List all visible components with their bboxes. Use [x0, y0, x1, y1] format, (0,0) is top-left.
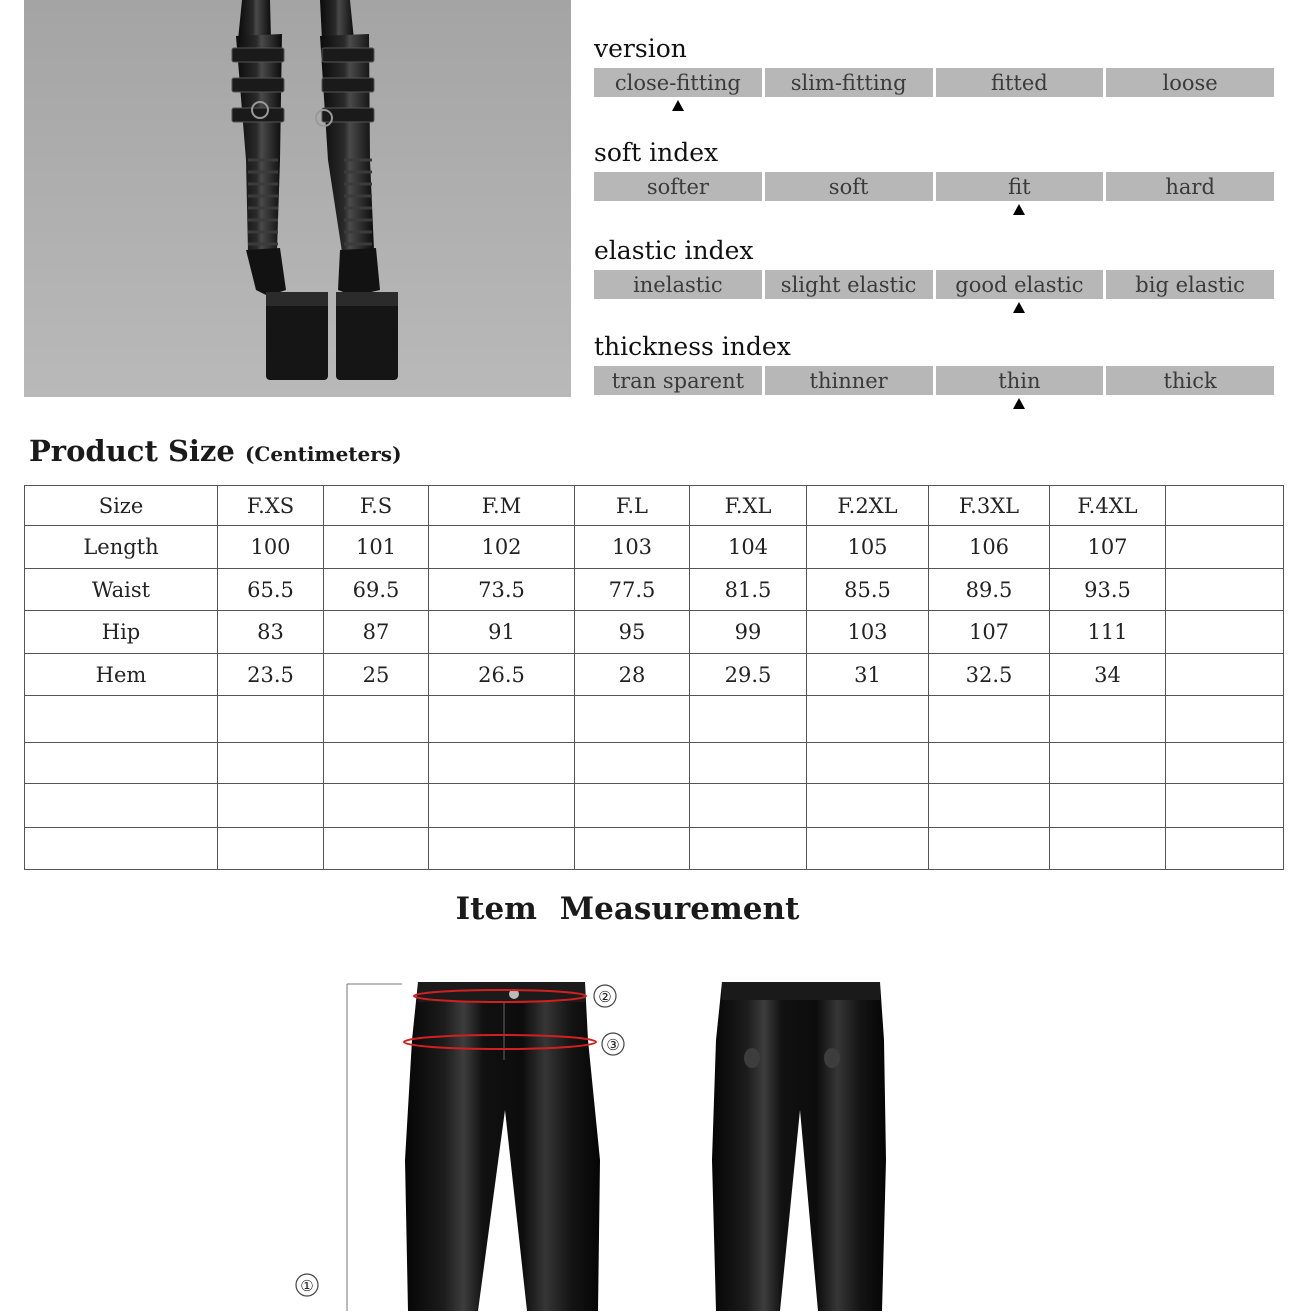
version-scale — [594, 34, 1274, 97]
table-cell: 89.5 — [929, 569, 1050, 611]
table-row-empty — [25, 696, 1284, 743]
table-cell: 87 — [324, 611, 429, 654]
soft-option: softer — [594, 172, 762, 201]
row-label: Hip — [25, 611, 218, 654]
length-guide — [347, 984, 402, 1311]
callout-1-label: ① — [300, 1277, 314, 1295]
callout-2 — [594, 985, 616, 1007]
table-cell: 83 — [218, 611, 324, 654]
table-cell — [1166, 611, 1284, 654]
table-cell: 106 — [929, 526, 1050, 569]
table-cell: 102 — [429, 526, 575, 569]
header-cell: F.4XL — [1050, 486, 1166, 526]
row-label: Hem — [25, 654, 218, 696]
header-cell: F.L — [575, 486, 690, 526]
table-row — [25, 611, 1284, 654]
soft-index-title: soft index — [594, 138, 719, 167]
callout-1 — [296, 1274, 318, 1296]
header-cell: F.XS — [218, 486, 324, 526]
elastic-index-scale — [594, 236, 1274, 299]
table-cell: 23.5 — [218, 654, 324, 696]
table-cell: 100 — [218, 526, 324, 569]
elastic-option: good elastic — [936, 270, 1104, 299]
table-header-row — [25, 486, 1284, 526]
table-row — [25, 526, 1284, 569]
header-cell: F.3XL — [929, 486, 1050, 526]
table-cell: 103 — [575, 526, 690, 569]
selected-marker-icon — [1013, 398, 1025, 409]
header-cell: Size — [25, 486, 218, 526]
table-cell: 31 — [807, 654, 929, 696]
item-measurement-title: Item Measurement — [455, 891, 800, 927]
table-cell: 29.5 — [690, 654, 807, 696]
soft-option: fit — [936, 172, 1104, 201]
table-cell: 93.5 — [1050, 569, 1166, 611]
header-cell: F.M — [429, 486, 575, 526]
table-cell: 28 — [575, 654, 690, 696]
thickness-option: thick — [1106, 366, 1274, 395]
table-cell — [1166, 654, 1284, 696]
size-table — [24, 485, 1284, 870]
table-row — [25, 654, 1284, 696]
table-cell: 32.5 — [929, 654, 1050, 696]
thickness-index-scale — [594, 332, 1274, 395]
header-cell — [1166, 486, 1284, 526]
header-cell: F.XL — [690, 486, 807, 526]
boots-illustration — [24, 0, 571, 397]
pants-diagram — [0, 960, 1311, 1311]
selected-marker-icon — [1013, 302, 1025, 313]
measurement-figure — [0, 960, 1311, 1311]
table-cell — [1166, 569, 1284, 611]
thickness-option: thinner — [765, 366, 933, 395]
selected-marker-icon — [1013, 204, 1025, 215]
table-cell: 99 — [690, 611, 807, 654]
table-cell: 77.5 — [575, 569, 690, 611]
soft-option: soft — [765, 172, 933, 201]
soft-option: hard — [1106, 172, 1274, 201]
product-size-heading — [29, 434, 402, 468]
thickness-option: tran sparent — [594, 366, 762, 395]
table-cell: 103 — [807, 611, 929, 654]
table-cell: 25 — [324, 654, 429, 696]
table-cell — [1166, 526, 1284, 569]
version-option: fitted — [936, 68, 1104, 97]
row-label: Length — [25, 526, 218, 569]
version-option: loose — [1106, 68, 1274, 97]
elastic-option: inelastic — [594, 270, 762, 299]
table-cell: 69.5 — [324, 569, 429, 611]
soft-index-scale — [594, 138, 1274, 201]
callout-2-label: ② — [598, 988, 612, 1006]
table-cell: 107 — [1050, 526, 1166, 569]
table-cell: 101 — [324, 526, 429, 569]
table-cell: 111 — [1050, 611, 1166, 654]
pants-front-image — [405, 982, 600, 1311]
table-cell: 81.5 — [690, 569, 807, 611]
version-option: slim-fitting — [765, 68, 933, 97]
table-cell: 65.5 — [218, 569, 324, 611]
header-cell: F.S — [324, 486, 429, 526]
table-cell: 73.5 — [429, 569, 575, 611]
row-label: Waist — [25, 569, 218, 611]
header-cell: F.2XL — [807, 486, 929, 526]
product-photo-boots — [24, 0, 571, 397]
table-cell: 85.5 — [807, 569, 929, 611]
thickness-option: thin — [936, 366, 1104, 395]
callout-3 — [602, 1033, 624, 1055]
table-cell: 104 — [690, 526, 807, 569]
version-title: version — [594, 34, 687, 63]
table-cell: 91 — [429, 611, 575, 654]
elastic-option: slight elastic — [765, 270, 933, 299]
table-row-empty — [25, 828, 1284, 870]
table-row — [25, 569, 1284, 611]
table-cell: 34 — [1050, 654, 1166, 696]
table-cell: 107 — [929, 611, 1050, 654]
callout-3-label: ③ — [606, 1036, 620, 1054]
product-size-unit: (Centimeters) — [244, 442, 402, 466]
product-size-title: Product Size — [29, 434, 235, 468]
table-cell: 95 — [575, 611, 690, 654]
version-option: close-fitting — [594, 68, 762, 97]
pants-back-image — [712, 982, 886, 1311]
table-row-empty — [25, 784, 1284, 828]
selected-marker-icon — [672, 100, 684, 111]
elastic-option: big elastic — [1106, 270, 1274, 299]
table-row-empty — [25, 743, 1284, 784]
table-cell: 26.5 — [429, 654, 575, 696]
elastic-index-title: elastic index — [594, 236, 754, 265]
thickness-index-title: thickness index — [594, 332, 791, 361]
table-cell: 105 — [807, 526, 929, 569]
